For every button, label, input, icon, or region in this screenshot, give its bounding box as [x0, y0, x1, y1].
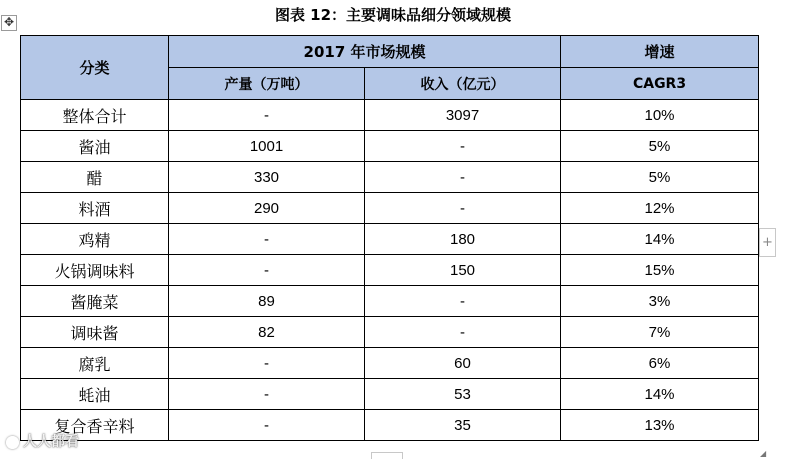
cell-cagr: 15% [561, 255, 759, 286]
cell-cagr: 14% [561, 379, 759, 410]
cell-category: 蚝油 [21, 379, 169, 410]
table-row [21, 317, 759, 348]
table-row [21, 162, 759, 193]
cell-revenue: 150 [365, 255, 561, 286]
cell-category: 酱腌菜 [21, 286, 169, 317]
table-row [21, 255, 759, 286]
cell-cagr: 3% [561, 286, 759, 317]
cell-output: - [169, 379, 365, 410]
cell-output: 330 [169, 162, 365, 193]
cell-revenue: - [365, 162, 561, 193]
table-row [21, 193, 759, 224]
cell-revenue: 53 [365, 379, 561, 410]
watermark [6, 430, 79, 452]
header-category: 分类 [21, 36, 169, 100]
cell-category: 酱油 [21, 131, 169, 162]
header-cagr: CAGR3 [561, 68, 759, 100]
header-revenue: 收入（亿元） [365, 68, 561, 100]
cell-revenue: 3097 [365, 100, 561, 131]
table-row [21, 224, 759, 255]
cell-revenue: - [365, 286, 561, 317]
cell-output: 290 [169, 193, 365, 224]
table-row [21, 286, 759, 317]
add-row-handle[interactable] [371, 452, 403, 459]
table-row [21, 131, 759, 162]
header-market-size: 2017 年市场规模 [169, 36, 561, 68]
cell-category: 腐乳 [21, 348, 169, 379]
cell-category: 整体合计 [21, 100, 169, 131]
cell-output: 82 [169, 317, 365, 348]
cell-cagr: 14% [561, 224, 759, 255]
table-caption: 图表 12：主要调味品细分领域规模 [274, 6, 512, 24]
header-output: 产量（万吨） [169, 68, 365, 100]
table-row [21, 100, 759, 131]
table-row [21, 410, 759, 441]
cell-cagr: 7% [561, 317, 759, 348]
cell-revenue: - [365, 193, 561, 224]
cell-category: 醋 [21, 162, 169, 193]
cell-revenue: - [365, 317, 561, 348]
table-row [21, 348, 759, 379]
cell-revenue: 180 [365, 224, 561, 255]
cell-revenue: - [365, 131, 561, 162]
cell-category: 火锅调味料 [21, 255, 169, 286]
cell-output: - [169, 348, 365, 379]
watermark-logo-icon [6, 436, 19, 449]
cell-category: 料酒 [21, 193, 169, 224]
cell-output: - [169, 410, 365, 441]
cell-category: 复合香辛料 [21, 410, 169, 441]
cell-category: 调味酱 [21, 317, 169, 348]
data-table [20, 35, 759, 441]
add-column-button[interactable]: + [759, 228, 776, 257]
cell-cagr: 13% [561, 410, 759, 441]
cell-cagr: 5% [561, 162, 759, 193]
cell-cagr: 12% [561, 193, 759, 224]
header-growth: 增速 [561, 36, 759, 68]
resize-corner-icon[interactable]: ◢ [760, 449, 767, 458]
cell-revenue: 60 [365, 348, 561, 379]
cell-output: 89 [169, 286, 365, 317]
cell-output: - [169, 100, 365, 131]
cell-revenue: 35 [365, 410, 561, 441]
cell-category: 鸡精 [21, 224, 169, 255]
cell-output: - [169, 224, 365, 255]
table-row [21, 379, 759, 410]
move-arrows-icon[interactable]: ✥ [1, 15, 17, 31]
watermark-text: 人人都看 [23, 433, 79, 449]
cell-output: - [169, 255, 365, 286]
cell-cagr: 6% [561, 348, 759, 379]
cell-output: 1001 [169, 131, 365, 162]
cell-cagr: 5% [561, 131, 759, 162]
cell-cagr: 10% [561, 100, 759, 131]
